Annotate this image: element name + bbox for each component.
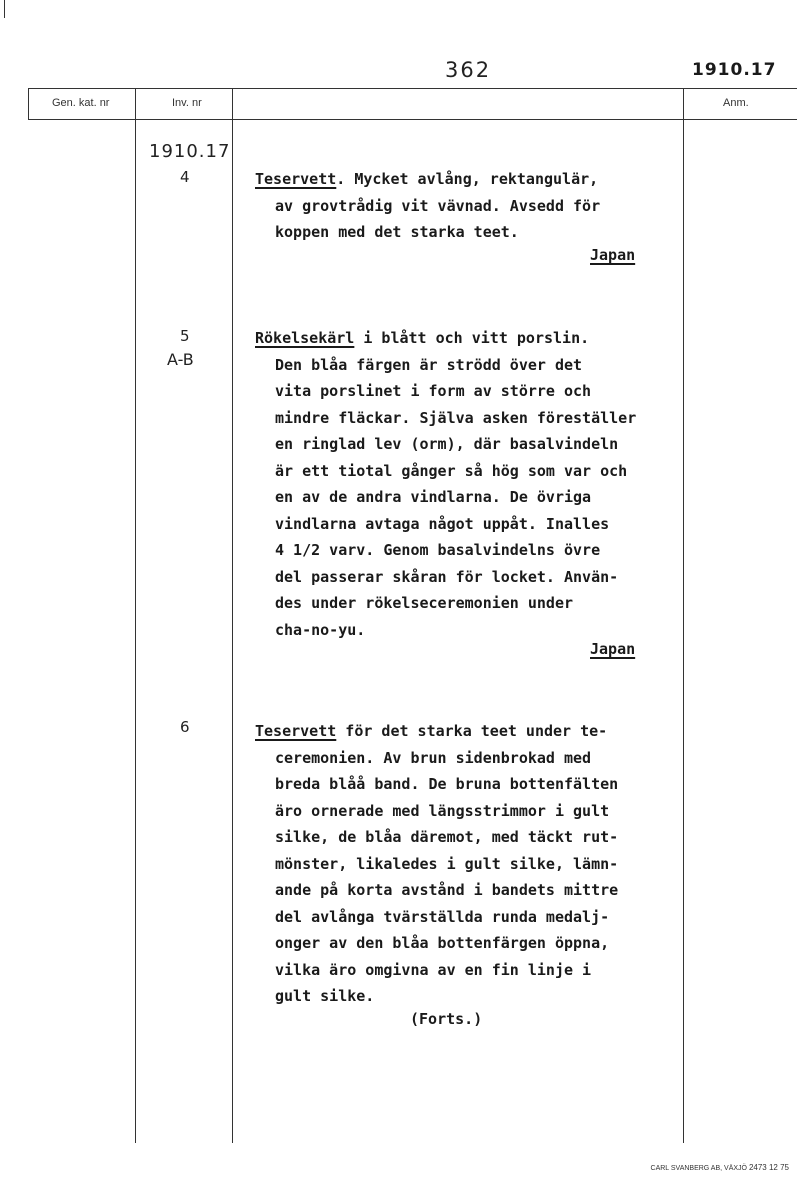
entry-line: gult silke.	[275, 987, 375, 1005]
printer-imprint	[651, 1163, 789, 1172]
inventory-number-6: 6	[180, 718, 190, 736]
entry-line: vita porslinet i form av större och	[275, 382, 592, 400]
entry-line: äro ornerade med längsstrimmor i gult	[275, 801, 610, 820]
inventory-subnumber-5: A-B	[167, 350, 194, 369]
entry-line: vindlarna avtaga något uppåt. Inalles	[275, 514, 610, 533]
entry-line: breda blåå band. De bruna bottenfälten	[275, 775, 619, 793]
entry-line: en ringlad lev (orm), där basalvindeln	[275, 435, 619, 453]
entry-line: silke, de blåa däremot, med täckt rut-	[275, 828, 619, 846]
entry-first-line	[255, 718, 685, 745]
entry-line: onger av den blåa bottenfärgen öppna,	[275, 934, 610, 952]
entry-4	[255, 166, 685, 246]
entry-line: del passerar skåran för locket. Använ-	[275, 567, 619, 586]
header-bottom-rule	[28, 119, 797, 120]
column-header-inv-nr: Inv. nr	[172, 97, 202, 109]
page-left-edge	[28, 88, 29, 120]
page-corner-mark	[4, 0, 5, 18]
entry-line: mönster, likaledes i gult silke, lämn-	[275, 854, 619, 873]
form-code: 2473 12 75	[748, 1163, 789, 1172]
entry-line: koppen med det starka teet.	[275, 223, 519, 241]
column-header-anm: Anm.	[723, 97, 749, 109]
continuation-note: (Forts.)	[410, 1010, 483, 1028]
entry-line: 4 1/2 varv. Genom basalvindelns övre	[275, 541, 601, 559]
entry-first-text: i blått och vitt porslin.	[354, 329, 590, 347]
column-header-gen-kat-nr: Gen. kat. nr	[52, 97, 110, 109]
inventory-number-4: 4	[180, 168, 190, 186]
entry-line: ceremonien. Av brun sidenbrokad med	[275, 748, 592, 767]
entry-first-line	[255, 325, 685, 352]
entry-term: Teservett	[255, 722, 337, 740]
page-number: 362	[445, 58, 492, 82]
entry-line: ande på korta avstånd i bandets mittre	[275, 881, 619, 899]
entry-term: Teservett	[255, 170, 337, 188]
entry-line: av grovtrådig vit vävnad. Avsedd för	[275, 196, 601, 215]
origin-label: Japan	[590, 246, 636, 264]
inventory-year: 1910.17	[149, 141, 231, 162]
origin-label: Japan	[590, 640, 636, 658]
column-divider-gen-inv	[135, 88, 136, 1143]
entry-line: vilka äro omgivna av en fin linje i	[275, 960, 592, 979]
entry-first-line	[255, 166, 685, 193]
entry-line: des under rökelseceremonien under	[275, 594, 574, 612]
card-id: 1910.17	[692, 60, 777, 80]
header-top-rule	[28, 88, 797, 89]
entry-line: del avlånga tvärställda runda medalj-	[275, 907, 610, 926]
column-divider-inv-text	[232, 88, 233, 1143]
entry-first-text: . Mycket avlång, rektangulär,	[336, 170, 599, 188]
entry-first-text: för det starka teet under te-	[336, 722, 608, 740]
entry-6	[255, 718, 685, 1010]
entry-line: mindre fläckar. Själva asken föreställer	[275, 408, 637, 427]
entry-term: Rökelsekärl	[255, 329, 355, 347]
inventory-number-5: 5	[180, 327, 190, 345]
entry-5	[255, 325, 685, 643]
entry-line: är ett tiotal gånger så hög som var och	[275, 461, 628, 480]
entry-line: Den blåa färgen är strödd över det	[275, 355, 583, 374]
entry-line: cha-no-yu.	[275, 620, 366, 639]
printer-name: CARL SVANBERG AB, VÄXJÖ	[650, 1165, 747, 1172]
entry-line: en av de andra vindlarna. De övriga	[275, 488, 592, 506]
